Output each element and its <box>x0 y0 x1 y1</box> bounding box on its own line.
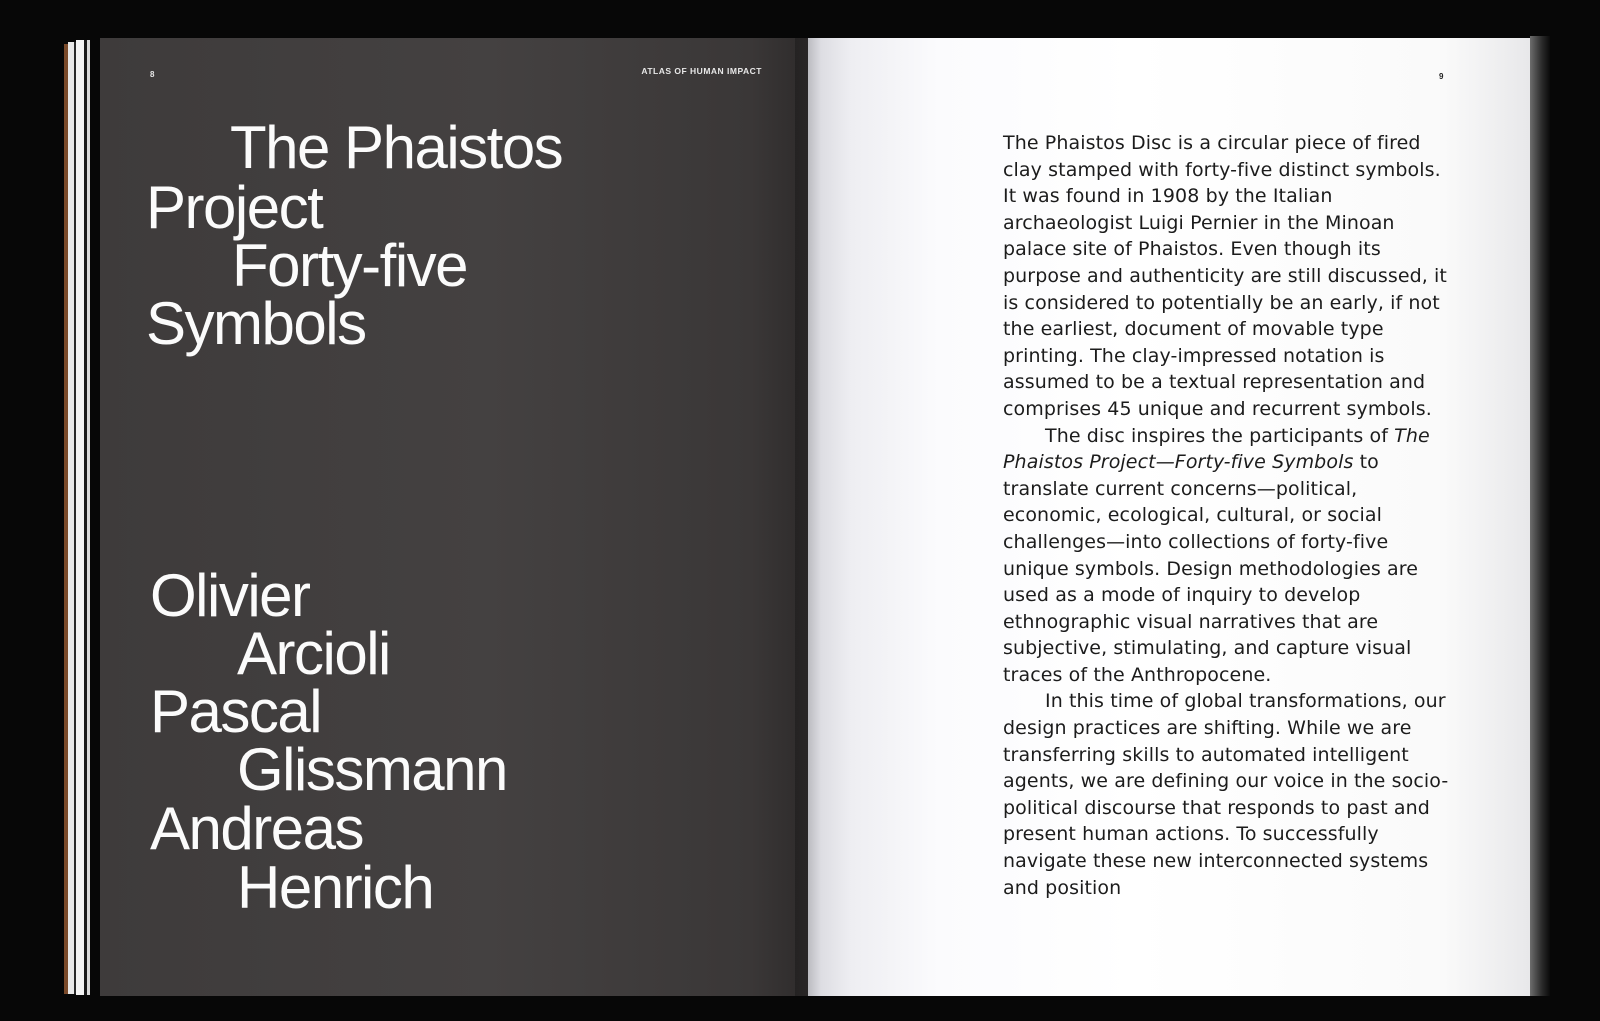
title-line: The Phaistos <box>230 114 563 181</box>
author-line: Andreas <box>150 795 363 862</box>
body-text <box>1003 130 1453 901</box>
fore-edge <box>1530 36 1550 996</box>
title-line: Project <box>146 174 323 241</box>
paragraph: The Phaistos Disc is a circular piece of fired clay stamped with forty-five distinct symbols. It was found in 1908 by the Italian archaeologist Luigi Pernier in the Minoan palace site of Phaistos. Even though its purpose and authenticity are still discussed, it is considered to potentially be an early, if not the earliest, document of movable type printing. The clay-impressed notation is assumed to be a textual representation and comprises 45 unique and recurrent symbols. <box>1003 132 1447 420</box>
author-line: Pascal <box>150 678 322 745</box>
page-number-left: 8 <box>150 70 155 79</box>
italic-title: The Phaistos Project—Forty-five Symbols <box>1003 424 1430 474</box>
title-line: Forty-five <box>232 232 468 299</box>
running-head: ATLAS OF HUMAN IMPACT <box>641 66 762 76</box>
right-page <box>808 38 1530 996</box>
author-line: Glissmann <box>237 736 507 803</box>
paragraph: The disc inspires the participants of The Phaistos Project—Forty-five Symbols to translate current concerns—political, economic, ecological, cultural, or social challenges—into collections of forty-five unique symbols. Design methodologies are used as a mode of inquiry to develop ethnographic visual narratives that are subjective, stimulating, and capture visual traces of the Anthropocene. <box>1003 424 1430 686</box>
gutter-shadow <box>795 38 821 996</box>
paragraph: In this time of global transformations, our design practices are shifting. While we are transferring skills to automated intelligent agents, we are defining our voice in the socio-political discourse that responds to past and present human actions. To successfully navigate these new interconnected systems and position <box>1003 690 1449 899</box>
left-page <box>100 38 808 996</box>
author-line: Henrich <box>237 854 434 921</box>
author-line: Olivier <box>150 562 310 629</box>
page-number-right: 9 <box>1439 72 1444 81</box>
page-edges <box>64 40 100 995</box>
author-line: Arcioli <box>237 620 390 687</box>
title-line: Symbols <box>146 290 366 357</box>
